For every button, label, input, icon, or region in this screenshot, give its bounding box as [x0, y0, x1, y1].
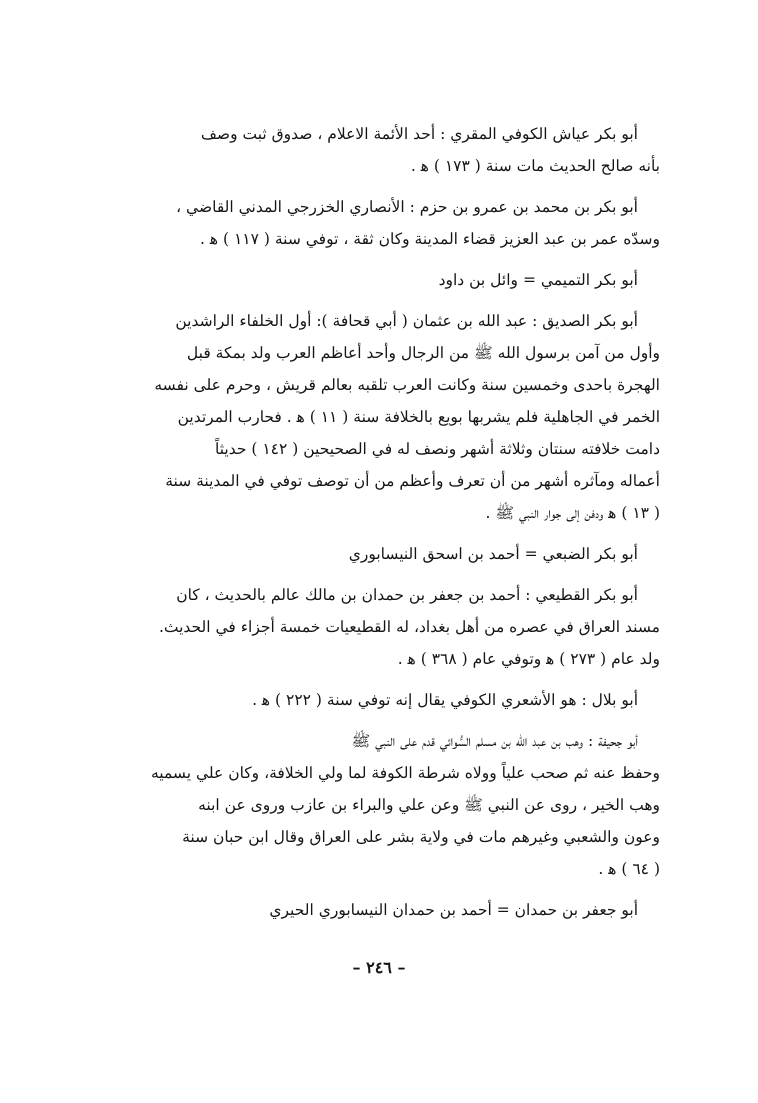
- text-line: دامت خلافته سنتان وثلاثة أشهر ونصف له في الصحيحين ( ١٤٢ ) حديثاً: [215, 440, 660, 458]
- entry-abu-bakr-ibn-hazm: [120, 191, 660, 255]
- text-line: أبو بكر القطيعي : أحمد بن جعفر بن حمدان بن مالك عالم بالحديث ، كان: [176, 586, 638, 604]
- text-line: أبو بكر عياش الكوفي المقري : أحد الأئمة الاعلام ، صدوق ثبت وصف: [200, 125, 638, 143]
- text-line: مسند العراق في عصره من أهل بغداد، له القطيعيات خمسة أجزاء في الحديث.: [158, 618, 660, 636]
- text-line: أبو بكر الصديق : عبد الله بن عثمان ( أبي قحافة ): أول الخلفاء الراشدين: [175, 312, 638, 330]
- text-line: ( ٦٤ ) ﻫ .: [598, 860, 660, 878]
- text-line: أبو بكر بن محمد بن عمرو بن حزم : الأنصاري الخزرجي المدني القاضي ،: [176, 198, 638, 216]
- text-line: وهب الخير ، روى عن النبي ﷺ وعن علي والبراء بن عازب وروى عن ابنه: [198, 796, 660, 814]
- text-line: بأنه صالح الحديث مات سنة ( ١٧٣ ) ﻫ .: [410, 157, 660, 175]
- text-line: وأول من آمن برسول الله ﷺ من الرجال وأحد أعاظم العرب ولد بمكة قبل: [186, 344, 660, 362]
- entry-abu-jafar-ibn-hamdan: [120, 894, 660, 926]
- text-line: أبو جعفر بن حمدان = أحمد بن حمدان النيسابوري الحيري: [269, 901, 638, 919]
- text-line: أبو بكر التميمي = وائل بن داود: [438, 271, 638, 289]
- entry-abu-bakr-dubai: [120, 538, 660, 570]
- text-line: أبو بلال : هو الأشعري الكوفي يقال إنه توفي سنة ( ٢٢٢ ) ﻫ .: [252, 691, 638, 709]
- text-line: الهجرة باحدى وخمسين سنة وكانت العرب تلقبه بعالم قريش ، وحرم على نفسه: [154, 376, 660, 394]
- page-body: [120, 118, 660, 935]
- entry-abu-bakr-siddiq: [120, 305, 660, 529]
- entry-abu-bilal: [120, 684, 660, 716]
- text-line: وعون والشعبي وغيرهم مات في ولاية بشر على العراق وقال ابن حبان سنة: [182, 828, 660, 846]
- entry-abu-bakr-tamimi: [120, 264, 660, 296]
- text-line: ( ١٣ ) ﻫ ودفن إلى جوار النبي ﷺ .: [485, 504, 660, 522]
- text-line: ولد عام ( ٢٧٣ ) ﻫ وتوفي عام ( ٣٦٨ ) ﻫ .: [397, 650, 660, 668]
- page-number: – ٢٤٦ –: [352, 958, 406, 977]
- text-line: وحفظ عنه ثم صحب علياً وولاه شرطة الكوفة لما ولي الخلافة، وكان علي يسميه: [150, 764, 660, 782]
- text-line: الخمر في الجاهلية فلم يشربها بويع بالخلافة سنة ( ١١ ) ﻫ . فحارب المرتدين: [177, 408, 660, 426]
- entry-abu-bakr-qatii: [120, 579, 660, 675]
- entry-abu-bakr-ayyash: [120, 118, 660, 182]
- entry-abu-juhayfa: [120, 725, 660, 885]
- text-line: أبو جحيفة : وهب بن عبد الله بن مسلم السُّوائي قدم على النبي ﷺ: [351, 732, 638, 750]
- text-line: أعماله ومآثره أشهر من أن تعرف وأعظم من أن توصف توفي في المدينة سنة: [165, 472, 660, 490]
- text-line: وسدّه عمر بن عبد العزيز قضاء المدينة وكان ثقة ، توفي سنة ( ١١٧ ) ﻫ .: [200, 230, 660, 248]
- text-line: أبو بكر الضبعي = أحمد بن اسحق النيسابوري: [348, 545, 638, 563]
